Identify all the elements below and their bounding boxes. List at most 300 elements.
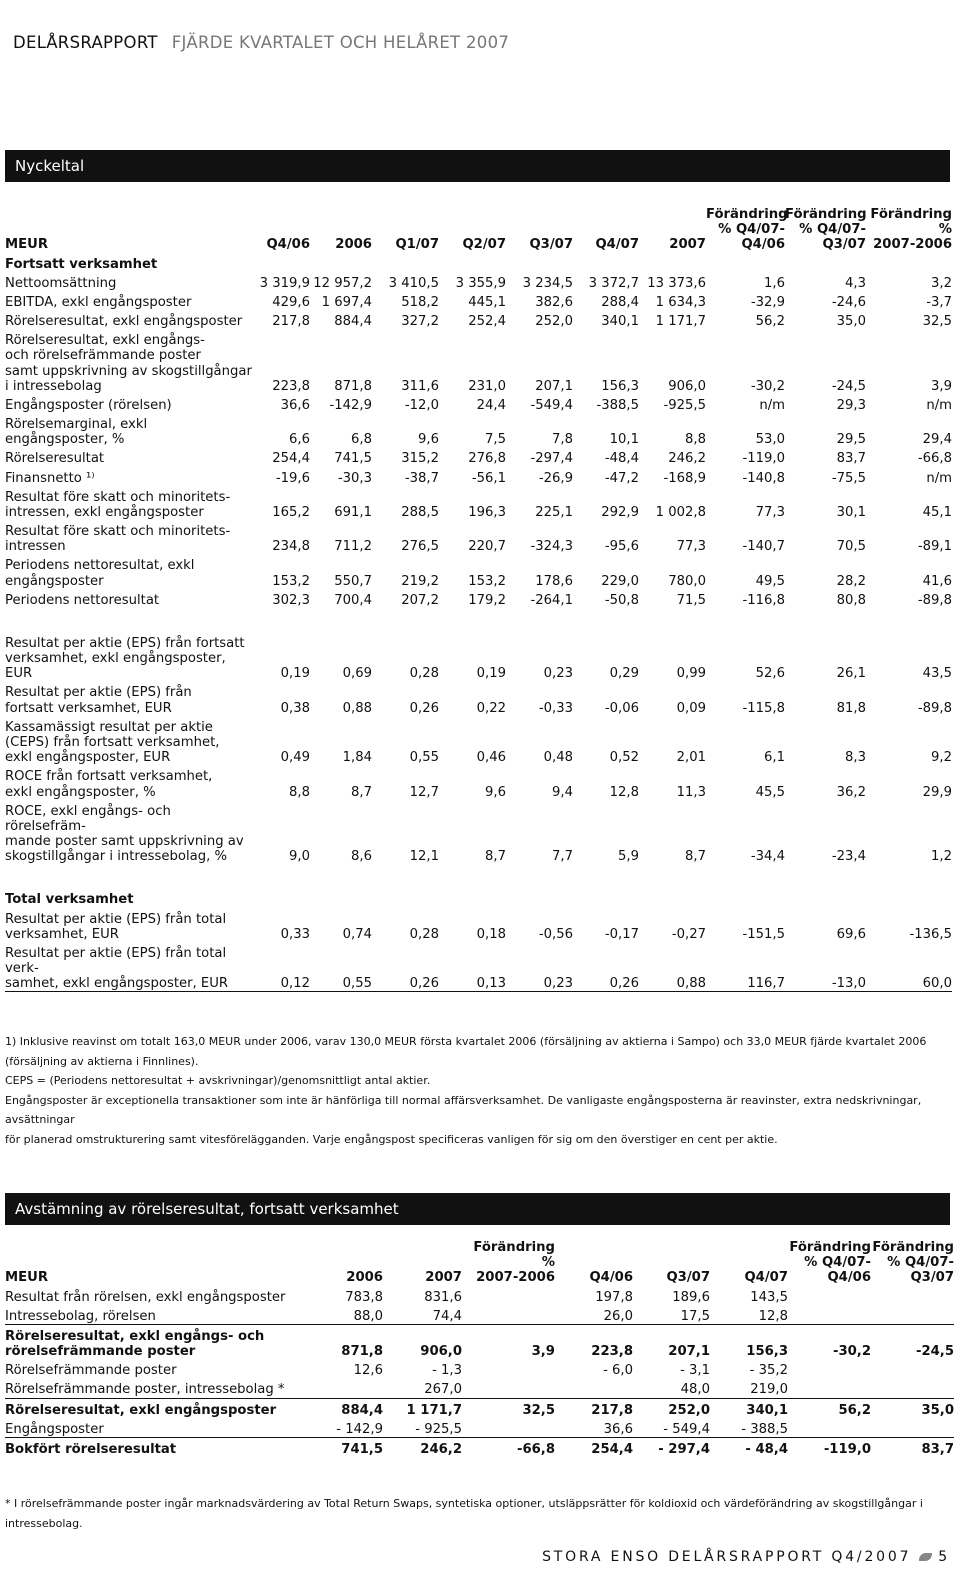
value-cell: 12,7 [409, 784, 439, 800]
value-cell: 80,8 [836, 592, 866, 608]
value-cell: -925,5 [663, 397, 706, 413]
value-cell: 0,28 [409, 666, 439, 682]
value-cell: 0,29 [609, 666, 639, 682]
value-cell: -50,8 [604, 592, 639, 608]
key-figures-table [5, 207, 952, 992]
value-cell: -12,0 [404, 397, 439, 413]
value-cell: 1,6 [764, 275, 785, 291]
value-cell: -549,4 [530, 397, 573, 413]
value-cell: 6,8 [351, 432, 372, 448]
value-cell: 43,5 [922, 666, 952, 682]
row-label: Fortsatt verksamhet [5, 256, 158, 272]
value-cell: - 925,5 [383, 1418, 462, 1438]
section-band-avstamning [5, 1193, 950, 1225]
column-header: MEUR [5, 237, 48, 253]
value-cell: 254,4 [272, 451, 310, 467]
value-cell: 116,7 [706, 942, 785, 992]
table-row [5, 800, 952, 865]
value-cell: 153,2 [468, 573, 506, 589]
value-cell [788, 1305, 871, 1325]
value-cell: 906,0 [668, 378, 706, 394]
value-cell: - 6,0 [603, 1363, 633, 1379]
column-header: 2007 [669, 237, 706, 253]
value-cell: 445,1 [468, 294, 506, 310]
value-cell: -119,0 [742, 451, 785, 467]
row-label: Nettoomsättning [5, 275, 117, 291]
value-cell: 0,26 [409, 700, 439, 716]
row-label: Resultat från rörelsen, exkl engångsposter [5, 1289, 286, 1305]
value-cell: 8,7 [685, 849, 706, 865]
value-cell: 179,2 [468, 592, 506, 608]
table-row [5, 1398, 954, 1418]
value-cell: 12,8 [710, 1305, 788, 1325]
value-cell: 29,5 [836, 432, 866, 448]
value-cell: 9,6 [485, 784, 506, 800]
value-cell: 0,38 [280, 700, 310, 716]
value-cell: 0,23 [506, 942, 573, 992]
value-cell: -136,5 [909, 926, 952, 942]
value-cell: 9,2 [931, 750, 952, 766]
table-row [5, 413, 952, 447]
value-cell: 220,7 [468, 539, 506, 555]
spacer-row [5, 608, 952, 632]
table-header-row [5, 1240, 954, 1286]
value-cell: 11,3 [676, 784, 706, 800]
value-cell [788, 1286, 871, 1305]
reconciliation-table [5, 1240, 954, 1457]
value-cell: - 297,4 [658, 1441, 710, 1457]
value-cell: 691,1 [334, 504, 372, 520]
value-cell: 225,1 [535, 504, 573, 520]
value-cell: 1 171,7 [406, 1402, 462, 1418]
value-cell: 254,4 [591, 1441, 633, 1457]
value-cell: 700,4 [334, 592, 372, 608]
value-cell [871, 1378, 954, 1398]
value-cell: 143,5 [750, 1289, 788, 1305]
value-cell: -24,5 [831, 378, 866, 394]
table-row [5, 467, 952, 486]
value-cell: -13,0 [785, 942, 866, 992]
value-cell: -66,8 [917, 451, 952, 467]
value-cell: 550,7 [334, 573, 372, 589]
value-cell: -115,8 [742, 700, 785, 716]
value-cell: 292,9 [601, 504, 639, 520]
value-cell: - 1,3 [432, 1363, 462, 1379]
value-cell: 3 372,7 [588, 275, 639, 291]
value-cell: 12,6 [353, 1363, 383, 1379]
table-row [5, 329, 952, 394]
value-cell: - 142,9 [315, 1418, 383, 1438]
page-footer [542, 1549, 950, 1565]
value-cell: -264,1 [530, 592, 573, 608]
value-cell: 288,4 [601, 294, 639, 310]
table-row [5, 681, 952, 715]
value-cell: 871,8 [334, 378, 372, 394]
value-cell: 252,0 [668, 1402, 710, 1418]
table-row [5, 272, 952, 291]
value-cell: -66,8 [516, 1441, 555, 1457]
value-cell: -24,5 [915, 1344, 954, 1360]
value-cell: 1 002,8 [655, 504, 706, 520]
row-label: Rörelseresultat [5, 451, 105, 467]
value-cell: 12,8 [609, 784, 639, 800]
value-cell: 3,9 [931, 378, 952, 394]
table-row [5, 486, 952, 520]
value-cell: 69,6 [836, 926, 866, 942]
row-label: Engångsposter (rörelsen) [5, 397, 172, 413]
value-cell: 156,3 [746, 1344, 788, 1360]
value-cell [462, 1305, 555, 1325]
value-cell: 41,6 [922, 573, 952, 589]
value-cell [462, 1418, 555, 1438]
footnotes-key-figures: 1) Inklusive reavinst om totalt 163,0 MEUR under 2006, varav 130,0 MEUR första kvartalet 2006 (försäljning av aktierna i Sampo) och 33,0 MEUR fjärde kvartalet 2006 (försäljning av aktierna i Finnlines). CEPS = (Periodens nettoresultat + avskrivningar)/genomsnittligt antal aktier. Engångsposter är exceptionella transaktioner som inte är hänförliga till normal affärsverksamhet. De vanligaste engångsposterna är reavinster, extra nedskrivningar, avsättningar för planerad omstrukturering samt vitesförelägganden. Varje engångspost specificeras vanligen för sig om den överstiger en cent per aktie. [5, 1035, 927, 1146]
value-cell: 30,1 [836, 504, 866, 520]
column-header: Förändring % 2007-2006 [473, 1240, 555, 1286]
value-cell [871, 1286, 954, 1305]
column-header: Q4/07 [595, 237, 639, 253]
value-cell: 327,2 [401, 314, 439, 330]
value-cell: -30,2 [750, 378, 785, 394]
value-cell: 29,4 [922, 432, 952, 448]
value-cell: 28,2 [836, 573, 866, 589]
value-cell: 741,5 [334, 451, 372, 467]
value-cell: - 48,4 [745, 1441, 788, 1457]
report-subtitle: FJÄRDE KVARTALET OCH HELÅRET 2007 [171, 33, 510, 52]
value-cell: 780,0 [668, 573, 706, 589]
table-row [5, 310, 952, 329]
row-label: Rörelsefrämmande poster [5, 1363, 177, 1379]
section-band-nyckeltal [5, 150, 950, 182]
value-cell [462, 1286, 555, 1305]
value-cell: 29,9 [922, 784, 952, 800]
table-row [5, 1418, 954, 1438]
value-cell: 1,2 [931, 849, 952, 865]
column-header: Q1/07 [395, 237, 439, 253]
value-cell: 83,7 [921, 1441, 954, 1457]
value-cell: -95,6 [604, 539, 639, 555]
value-cell: 276,5 [401, 539, 439, 555]
value-cell: 223,8 [272, 378, 310, 394]
value-cell: -140,7 [742, 539, 785, 555]
value-cell: -24,6 [831, 294, 866, 310]
row-label: Resultat per aktie (EPS) från fortsatt verksamhet, EUR [5, 685, 192, 716]
leaf-logo-icon [919, 1553, 932, 1561]
value-cell: 71,5 [676, 592, 706, 608]
value-cell: 53,0 [755, 432, 785, 448]
value-cell: 7,7 [552, 849, 573, 865]
value-cell: -26,9 [538, 470, 573, 486]
column-header: Q4/06 [589, 1270, 633, 1286]
report-header [13, 33, 509, 52]
value-cell: 3 319,9 [259, 275, 310, 291]
report-title: DELÅRSRAPPORT [13, 33, 158, 52]
value-cell: -119,0 [823, 1441, 871, 1457]
row-label: Rörelsefrämmande poster, intressebolag * [5, 1378, 315, 1398]
row-label: Rörelseresultat, exkl engångsposter [5, 1402, 277, 1418]
row-label: Rörelseresultat, exkl engångs- och rörelsefrämmande poster [5, 1328, 265, 1360]
value-cell: 0,46 [476, 750, 506, 766]
value-cell: -89,8 [917, 700, 952, 716]
value-cell: 207,2 [401, 592, 439, 608]
value-cell: 0,88 [639, 942, 706, 992]
value-cell: -47,2 [604, 470, 639, 486]
value-cell: 35,0 [836, 314, 866, 330]
value-cell: 12 957,2 [313, 275, 372, 291]
row-label: ROCE, exkl engångs- och rörelsefräm- mande poster samt uppskrivning av skogstillgångar i intressebolag, % [5, 803, 244, 865]
value-cell: -324,3 [530, 539, 573, 555]
value-cell: 48,0 [633, 1378, 710, 1398]
value-cell: -23,4 [831, 849, 866, 865]
value-cell: 0,49 [280, 750, 310, 766]
row-label: Finansnetto ¹⁾ [5, 470, 95, 486]
row-label: Resultat före skatt och minoritets- intressen, exkl engångsposter [5, 489, 231, 520]
spacer-row [5, 864, 952, 888]
value-cell: 871,8 [341, 1344, 383, 1360]
value-cell: 884,4 [334, 314, 372, 330]
value-cell: 217,8 [272, 314, 310, 330]
column-header: 2007 [425, 1270, 462, 1286]
value-cell: 382,6 [535, 294, 573, 310]
column-header: 2006 [346, 1270, 383, 1286]
value-cell: 26,1 [836, 666, 866, 682]
value-cell: 302,3 [272, 592, 310, 608]
value-cell: -0,06 [604, 700, 639, 716]
column-header: Förändring % Q4/07- Q3/07 [785, 207, 867, 253]
value-cell: 246,2 [420, 1441, 462, 1457]
table-row [5, 1286, 954, 1305]
table-row [5, 1305, 954, 1325]
value-cell: 252,0 [535, 314, 573, 330]
value-cell: 711,2 [334, 539, 372, 555]
value-cell: - 549,4 [633, 1418, 710, 1438]
value-cell [871, 1305, 954, 1325]
value-cell: -151,5 [742, 926, 785, 942]
footer-text: STORA ENSO DELÅRSRAPPORT Q4/2007 [542, 1549, 912, 1565]
value-cell: 8,7 [485, 849, 506, 865]
column-header: Q2/07 [462, 237, 506, 253]
value-cell: 0,55 [409, 750, 439, 766]
value-cell: 0,69 [342, 666, 372, 682]
value-cell: 10,1 [609, 432, 639, 448]
value-cell: 229,0 [601, 573, 639, 589]
value-cell: 9,6 [418, 432, 439, 448]
value-cell: n/m [926, 397, 952, 413]
value-cell: 36,6 [555, 1418, 633, 1438]
value-cell: n/m [759, 397, 785, 413]
value-cell: 32,5 [522, 1402, 555, 1418]
section-row [5, 888, 952, 907]
value-cell: 8,3 [845, 750, 866, 766]
row-label: Periodens nettoresultat, exkl engångsposter [5, 558, 195, 589]
table-row [5, 394, 952, 413]
row-label: EBITDA, exkl engångsposter [5, 294, 192, 310]
value-cell: 0,12 [253, 942, 310, 992]
row-label: Kassamässigt resultat per aktie (CEPS) från fortsatt verksamhet, exkl engångsposter, EUR [5, 719, 220, 766]
table-row [5, 1437, 954, 1457]
value-cell: 6,1 [764, 750, 785, 766]
table-row [5, 291, 952, 310]
table-row [5, 1359, 954, 1378]
value-cell: 0,28 [409, 926, 439, 942]
value-cell: 0,74 [342, 926, 372, 942]
value-cell: 56,2 [755, 314, 785, 330]
value-cell: 165,2 [272, 504, 310, 520]
value-cell: 1 171,7 [655, 314, 706, 330]
column-header: Q3/07 [666, 1270, 710, 1286]
value-cell: -0,17 [604, 926, 639, 942]
column-header: Q4/06 [266, 237, 310, 253]
value-cell: 70,5 [836, 539, 866, 555]
value-cell: 153,2 [272, 573, 310, 589]
value-cell: 49,5 [755, 573, 785, 589]
row-label: Rörelseresultat, exkl engångs- och rörelsefrämmande poster samt uppskrivning av skogstillgångar i intressebolag [5, 333, 252, 394]
value-cell: 0,26 [372, 942, 439, 992]
value-cell: -0,56 [538, 926, 573, 942]
value-cell: 5,9 [618, 849, 639, 865]
row-label: Intressebolag, rörelsen [5, 1305, 315, 1325]
row-label: Resultat före skatt och minoritets- intressen [5, 524, 231, 555]
value-cell: 13 373,6 [647, 275, 706, 291]
section-title: Avstämning av rörelseresultat, fortsatt verksamhet [15, 1200, 399, 1218]
value-cell: 178,6 [535, 573, 573, 589]
column-header: 2006 [335, 237, 372, 253]
value-cell [788, 1418, 871, 1438]
value-cell: 219,0 [710, 1378, 788, 1398]
value-cell: 81,8 [836, 700, 866, 716]
table-header-row [5, 207, 952, 253]
value-cell: -0,33 [538, 700, 573, 716]
value-cell: 0,52 [609, 750, 639, 766]
value-cell: 24,4 [476, 397, 506, 413]
value-cell: 3 410,5 [388, 275, 439, 291]
value-cell: 3,9 [531, 1344, 555, 1360]
table-row [5, 447, 952, 466]
value-cell: 831,6 [424, 1289, 462, 1305]
table-row [5, 632, 952, 682]
value-cell: 0,99 [676, 666, 706, 682]
value-cell: 276,8 [468, 451, 506, 467]
value-cell: 0,48 [543, 750, 573, 766]
value-cell: -140,8 [742, 470, 785, 486]
value-cell: -3,7 [926, 294, 952, 310]
column-header: Q3/07 [529, 237, 573, 253]
row-label: Rörelsemarginal, exkl engångsposter, % [5, 417, 148, 448]
value-cell: -116,8 [742, 592, 785, 608]
value-cell: 0,09 [676, 700, 706, 716]
value-cell: 45,1 [922, 504, 952, 520]
value-cell: 884,4 [341, 1402, 383, 1418]
row-label: Resultat per aktie (EPS) från total verksamhet, EUR [5, 911, 227, 942]
value-cell: 3 355,9 [455, 275, 506, 291]
value-cell: 8,6 [351, 849, 372, 865]
value-cell: 196,3 [468, 504, 506, 520]
value-cell: 288,5 [401, 504, 439, 520]
value-cell: 60,0 [866, 942, 952, 992]
value-cell: 35,0 [921, 1402, 954, 1418]
value-cell: 2,01 [676, 750, 706, 766]
value-cell: n/m [926, 470, 952, 486]
value-cell: 0,19 [476, 666, 506, 682]
value-cell: 267,0 [383, 1378, 462, 1398]
value-cell: 74,4 [383, 1305, 462, 1325]
value-cell: 429,6 [272, 294, 310, 310]
spacer-cell [5, 864, 952, 888]
value-cell: 207,1 [535, 378, 573, 394]
value-cell: 36,2 [836, 784, 866, 800]
value-cell: 189,6 [672, 1289, 710, 1305]
table-row [5, 1378, 954, 1398]
value-cell: -297,4 [530, 451, 573, 467]
value-cell: 0,18 [476, 926, 506, 942]
value-cell: 223,8 [591, 1344, 633, 1360]
table-row [5, 520, 952, 554]
value-cell: -48,4 [604, 451, 639, 467]
value-cell: 32,5 [922, 314, 952, 330]
value-cell: 6,6 [289, 432, 310, 448]
value-cell: 0,19 [280, 666, 310, 682]
value-cell: -56,1 [471, 470, 506, 486]
section-row [5, 253, 952, 272]
value-cell [788, 1378, 871, 1398]
value-cell: -142,9 [329, 397, 372, 413]
value-cell: -75,5 [831, 470, 866, 486]
value-cell: 77,3 [676, 539, 706, 555]
row-label: Resultat per aktie (EPS) från total verk- samhet, exkl engångsposter, EUR [5, 942, 253, 992]
value-cell: 9,0 [289, 849, 310, 865]
table-row [5, 589, 952, 608]
value-cell: 9,4 [552, 784, 573, 800]
value-cell: 315,2 [401, 451, 439, 467]
value-cell: 156,3 [601, 378, 639, 394]
value-cell: 197,8 [595, 1289, 633, 1305]
value-cell: -32,9 [750, 294, 785, 310]
value-cell: 1,84 [342, 750, 372, 766]
value-cell: 783,8 [345, 1289, 383, 1305]
row-label: Rörelseresultat, exkl engångsposter [5, 314, 243, 330]
value-cell: 56,2 [838, 1402, 871, 1418]
value-cell: 83,7 [836, 451, 866, 467]
value-cell: -168,9 [663, 470, 706, 486]
value-cell: -30,2 [832, 1344, 871, 1360]
footnote-reconciliation: * I rörelsefrämmande poster ingår marknadsvärdering av Total Return Swaps, syntetiska optioner, utsläppsrätter för koldioxid och värdeförändring av skogstillgångar i intressebolag. [5, 1497, 923, 1530]
table-row [5, 554, 952, 588]
value-cell: -89,1 [917, 539, 952, 555]
value-cell: 88,0 [315, 1305, 383, 1325]
value-cell: 36,6 [280, 397, 310, 413]
table-row [5, 765, 952, 799]
column-header: Q4/07 [744, 1270, 788, 1286]
value-cell: 741,5 [341, 1441, 383, 1457]
value-cell: -19,6 [275, 470, 310, 486]
value-cell: 3,2 [931, 275, 952, 291]
value-cell: 219,2 [401, 573, 439, 589]
value-cell: -388,5 [596, 397, 639, 413]
value-cell [462, 1378, 555, 1398]
value-cell: - 35,2 [749, 1363, 788, 1379]
value-cell: - 388,5 [710, 1418, 788, 1438]
value-cell: 8,8 [685, 432, 706, 448]
value-cell: 906,0 [420, 1344, 462, 1360]
value-cell: 3 234,5 [522, 275, 573, 291]
value-cell: 0,22 [476, 700, 506, 716]
row-label: Periodens nettoresultat [5, 592, 160, 608]
column-header: Förändring % 2007-2006 [870, 207, 952, 253]
column-header: Förändring % Q4/07- Q3/07 [872, 1240, 954, 1286]
value-cell [871, 1359, 954, 1378]
value-cell: 0,88 [342, 700, 372, 716]
value-cell: -0,27 [671, 926, 706, 942]
table-row [5, 942, 952, 992]
